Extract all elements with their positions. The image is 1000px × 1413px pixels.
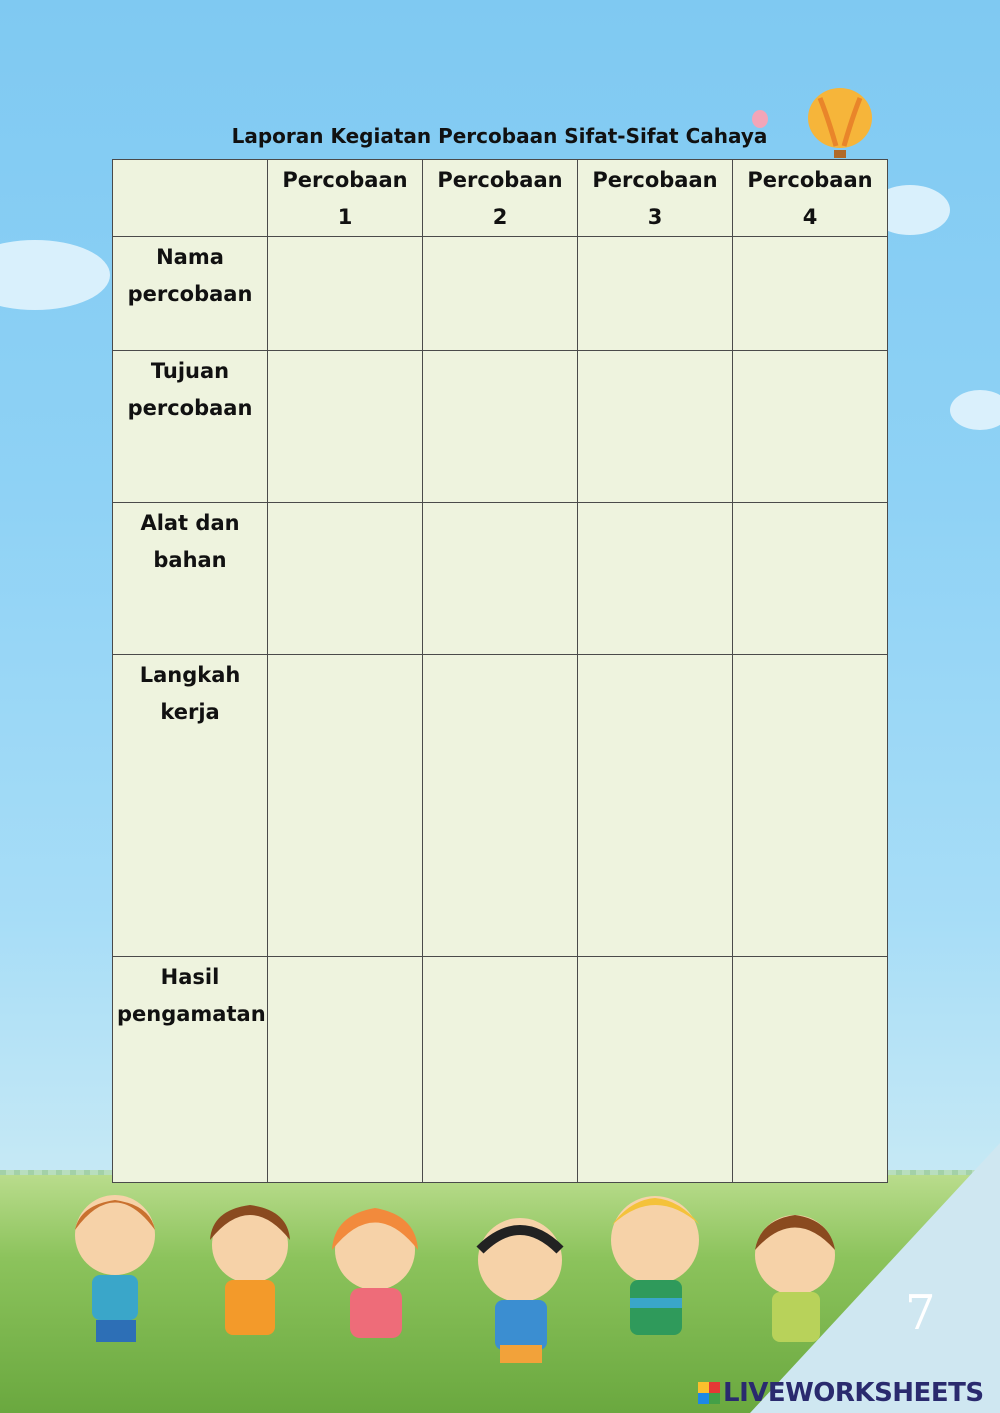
header-cell-1: Percobaan 1 <box>268 160 423 237</box>
answer-cell[interactable] <box>578 237 733 351</box>
header-cell-3: Percobaan 3 <box>578 160 733 237</box>
answer-cell[interactable] <box>578 957 733 1183</box>
answer-cell[interactable] <box>423 957 578 1183</box>
answer-cell[interactable] <box>423 503 578 655</box>
report-table <box>112 159 888 1183</box>
header-cell-4: Percobaan 4 <box>733 160 888 237</box>
answer-cell[interactable] <box>733 351 888 503</box>
answer-cell[interactable] <box>423 351 578 503</box>
answer-cell[interactable] <box>733 655 888 957</box>
corner-cell <box>113 160 268 237</box>
answer-cell[interactable] <box>578 655 733 957</box>
table-row <box>113 503 888 655</box>
header-cell-2: Percobaan 2 <box>423 160 578 237</box>
kid-4 <box>478 1218 562 1363</box>
answer-cell[interactable] <box>733 957 888 1183</box>
header-row <box>113 160 888 237</box>
page-corner <box>750 1143 1000 1413</box>
row-label: Hasil pengamatan <box>113 957 268 1183</box>
row-label: Alat dan bahan <box>113 503 268 655</box>
answer-cell[interactable] <box>733 237 888 351</box>
answer-cell[interactable] <box>268 957 423 1183</box>
answer-cell[interactable] <box>268 237 423 351</box>
answer-cell[interactable] <box>733 503 888 655</box>
table-row <box>113 655 888 957</box>
table-row <box>113 957 888 1183</box>
kid-2 <box>210 1205 290 1335</box>
brand-text: LIVEWORKSHEETS <box>723 1378 984 1408</box>
answer-cell[interactable] <box>578 503 733 655</box>
answer-cell[interactable] <box>423 655 578 957</box>
table-row <box>113 237 888 351</box>
kid-5 <box>611 1196 700 1335</box>
brand-logo <box>698 1378 984 1408</box>
row-label: Tujuan percobaan <box>113 351 268 503</box>
answer-cell[interactable] <box>268 351 423 503</box>
answer-cell[interactable] <box>268 503 423 655</box>
kid-1 <box>75 1195 155 1342</box>
answer-cell[interactable] <box>423 237 578 351</box>
table-row <box>113 351 888 503</box>
answer-cell[interactable] <box>578 351 733 503</box>
brand-icon <box>698 1382 720 1404</box>
row-label: Langkah kerja <box>113 655 268 957</box>
answer-cell[interactable] <box>268 655 423 957</box>
kid-3 <box>332 1208 418 1338</box>
row-label: Nama percobaan <box>113 237 268 351</box>
page-title: Laporan Kegiatan Percobaan Sifat-Sifat Cahaya <box>231 124 768 148</box>
page-number: 7 <box>905 1285 936 1341</box>
